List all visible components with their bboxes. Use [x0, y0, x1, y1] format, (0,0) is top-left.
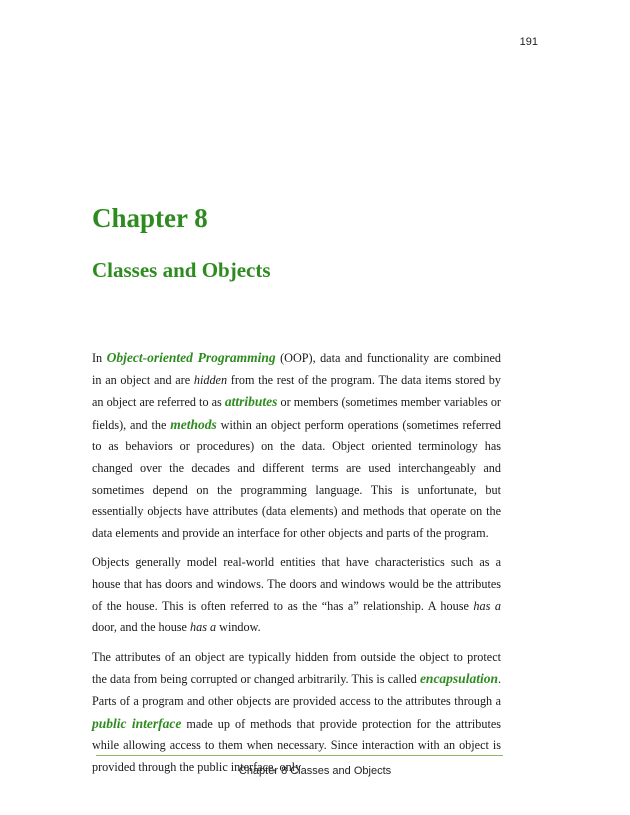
footer-divider	[96, 755, 503, 756]
body-paragraph	[92, 552, 501, 638]
text-run: . Parts of a program and other objects are provided access to the attributes through a	[92, 672, 501, 708]
body-paragraph	[92, 647, 501, 779]
text-run: from the rest of the program. The data items stored by an object are referred to as	[92, 372, 501, 410]
key-term: Object-oriented Programming	[106, 350, 276, 365]
body-paragraph	[92, 347, 501, 544]
text-run: door, and the house	[92, 620, 191, 635]
text-run: In	[92, 351, 107, 365]
emphasis-text: has a	[190, 620, 217, 635]
key-term: attributes	[224, 394, 278, 410]
emphasis-text: has a	[473, 598, 501, 613]
text-run: (OOP), data and functionality are combined in an object and are	[92, 351, 502, 387]
key-term: encapsulation	[419, 671, 498, 687]
text-run: The attributes of an object are typically hidden from outside the object to protect the data from being corrupted or changed arbitrarily. This is called	[92, 649, 501, 687]
chapter-title: Chapter 8	[92, 203, 208, 233]
text-run: within an object perform operations (sometimes referred to as behaviors or procedures) on the data. Object oriented terminology has changed over the decades and different terms are used interchangeably and sometimes depend on the programming language. This is unfortunate, but essentially objects have attributes (data elements) and methods that operate on the data elements and provide an interface for other objects and parts of the program.	[92, 417, 502, 540]
key-term: public interface	[92, 715, 182, 731]
footer-text: Chapter 8 Classes and Objects	[238, 765, 392, 777]
text-run: or members (sometimes member variables or fields), and the	[92, 395, 501, 432]
text-run: window.	[216, 620, 261, 635]
emphasis-text: hidden	[193, 372, 228, 387]
chapter-subtitle: Classes and Objects	[92, 258, 271, 282]
text-run: Objects generally model real-world entities that have characteristics such as a house that has doors and windows. The doors and windows would be the attributes of the house. This is often referred to as the “has a” relationship. A house	[92, 555, 501, 613]
text-run: made up of methods that provide protection for the attributes while allowing access to them when necessary. Since interaction with an object is provided through the public interface, only	[92, 716, 501, 774]
body-text	[92, 347, 501, 786]
key-term: methods	[170, 416, 217, 432]
page-number: 191	[519, 36, 538, 48]
